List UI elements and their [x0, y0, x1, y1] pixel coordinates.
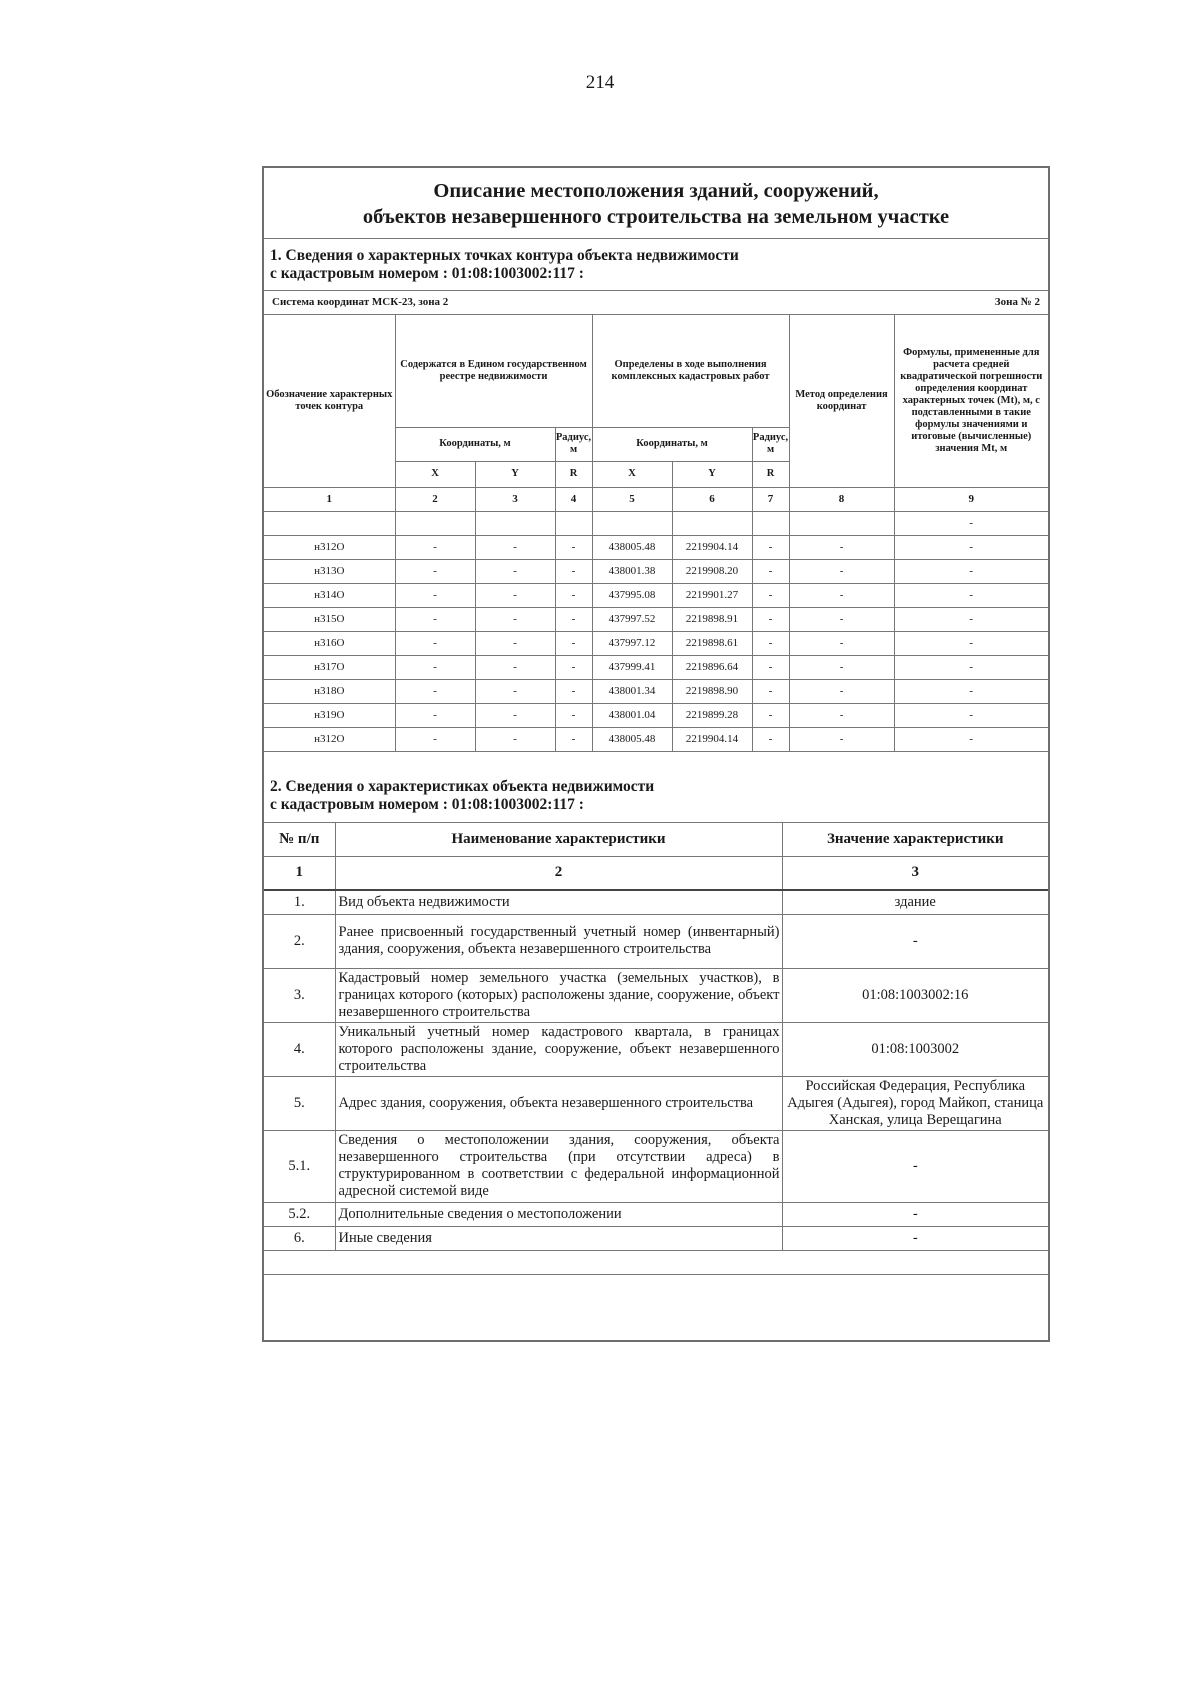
point-row-cell: 437999.41: [592, 655, 672, 679]
column-numbers-row-cell: 9: [894, 487, 1048, 511]
header-coords-complex: Координаты, м: [592, 427, 752, 461]
column-number-1: 1: [264, 856, 335, 890]
page-number: 214: [585, 72, 615, 93]
document-title: [264, 168, 1048, 239]
point-row-cell: -: [475, 535, 555, 559]
empty-trailing-row: [264, 1250, 1048, 1274]
point-row-cell: -: [789, 559, 894, 583]
characteristic-row: [264, 914, 1048, 968]
characteristic-name: Кадастровый номер земельного участка (земельных участков), в границах которого (которых) расположены здание, сооружение, объект незавершенного строительства: [335, 968, 782, 1022]
title-line-2: объектов незавершенного строительства на земельном участке: [362, 206, 950, 228]
point-row-cell: 2219904.14: [672, 727, 752, 751]
point-row-cell: 438001.04: [592, 703, 672, 727]
point-row-cell: н315О: [264, 607, 395, 631]
point-row-cell: -: [894, 679, 1048, 703]
point-row-cell: 2219898.90: [672, 679, 752, 703]
point-row-cell: -: [752, 655, 789, 679]
section1-heading-line-1: 1. Сведения о характерных точках контура объекта недвижимости: [270, 247, 739, 264]
point-row-cell: -: [894, 631, 1048, 655]
point-row-cell: -: [789, 655, 894, 679]
point-row-cell: н313О: [264, 559, 395, 583]
section1-heading: [264, 239, 1048, 291]
column-numbers-row-cell: 6: [672, 487, 752, 511]
characteristic-name: Дополнительные сведения о местоположении: [335, 1202, 782, 1226]
empty-row-cell: [789, 511, 894, 535]
characteristic-name: Ранее присвоенный государственный учетный номер (инвентарный) здания, сооружения, объекта незавершенного строительства: [335, 914, 782, 968]
point-row-cell: -: [555, 679, 592, 703]
section2-heading-line-2: с кадастровым номером : 01:08:1003002:117 :: [270, 795, 584, 813]
point-row-cell: -: [555, 583, 592, 607]
characteristic-row: [264, 890, 1048, 914]
point-row-cell: -: [475, 631, 555, 655]
point-row-cell: -: [894, 655, 1048, 679]
characteristic-number: 5.: [264, 1076, 335, 1130]
characteristic-name: Иные сведения: [335, 1226, 782, 1250]
characteristic-name: Сведения о местоположении здания, сооружения, объекта незавершенного строительства (при отсутствии адреса) в структурированном в соответствии с федеральной информационной адресной системой виде: [335, 1130, 782, 1202]
point-row-cell: -: [395, 631, 475, 655]
characteristic-value: -: [782, 1130, 1048, 1202]
point-row-cell: 437997.52: [592, 607, 672, 631]
point-row-cell: -: [555, 631, 592, 655]
characteristic-value: -: [782, 1226, 1048, 1250]
characteristics-table: [264, 822, 1048, 1275]
point-row: [264, 655, 1048, 679]
point-row-cell: н314О: [264, 583, 395, 607]
point-row-cell: -: [475, 559, 555, 583]
point-row-cell: 2219904.14: [672, 535, 752, 559]
header-coords-egrn: Координаты, м: [395, 427, 555, 461]
header-complex: Определены в ходе выполнения комплексных кадастровых работ: [592, 315, 789, 427]
characteristic-value: -: [782, 914, 1048, 968]
point-row-cell: н319О: [264, 703, 395, 727]
point-row-cell: 437997.12: [592, 631, 672, 655]
point-row-cell: -: [555, 535, 592, 559]
point-row-cell: -: [752, 679, 789, 703]
header-r-egrn: R: [555, 461, 592, 487]
characteristic-row: [264, 1076, 1048, 1130]
characteristic-name: Адрес здания, сооружения, объекта незавершенного строительства: [335, 1076, 782, 1130]
header-characteristic-name: Наименование характеристики: [335, 822, 782, 856]
point-row-cell: -: [752, 607, 789, 631]
characteristic-name: Уникальный учетный номер кадастрового квартала, в границах которого расположены здание, сооружение, объект незавершенного строительства: [335, 1022, 782, 1076]
point-row-cell: -: [894, 583, 1048, 607]
characteristic-row: [264, 968, 1048, 1022]
point-row-cell: н317О: [264, 655, 395, 679]
column-numbers-row: [264, 487, 1048, 511]
header-y-complex: Y: [672, 461, 752, 487]
point-row: [264, 559, 1048, 583]
point-row-cell: -: [475, 655, 555, 679]
characteristic-number: 5.2.: [264, 1202, 335, 1226]
column-number-3: 3: [782, 856, 1048, 890]
point-row-cell: -: [395, 583, 475, 607]
characteristic-value: 01:08:1003002: [782, 1022, 1048, 1076]
characteristic-value: здание: [782, 890, 1048, 914]
point-row-cell: -: [789, 631, 894, 655]
point-row-cell: -: [752, 535, 789, 559]
point-row-cell: -: [894, 535, 1048, 559]
point-row-cell: -: [894, 727, 1048, 751]
column-numbers-row-cell: 2: [395, 487, 475, 511]
empty-row-cell: [555, 511, 592, 535]
column-numbers-row-cell: 4: [555, 487, 592, 511]
characteristic-value: 01:08:1003002:16: [782, 968, 1048, 1022]
coordinate-system-bar: [264, 291, 1048, 315]
point-row-cell: 2219898.91: [672, 607, 752, 631]
document-frame: [262, 166, 1050, 1342]
point-row-cell: -: [752, 583, 789, 607]
point-row-cell: н316О: [264, 631, 395, 655]
contour-points-table: [264, 315, 1048, 752]
characteristic-name: Вид объекта недвижимости: [335, 890, 782, 914]
characteristic-number: 5.1.: [264, 1130, 335, 1202]
point-row: [264, 583, 1048, 607]
empty-row-cell: [264, 511, 395, 535]
point-row: [264, 727, 1048, 751]
point-row-cell: -: [894, 559, 1048, 583]
header-r-complex: R: [752, 461, 789, 487]
point-row-cell: 2219901.27: [672, 583, 752, 607]
header-radius-egrn: Радиус, м: [555, 427, 592, 461]
point-row-cell: н312О: [264, 535, 395, 559]
header-egrn: Содержатся в Едином государственном реестре недвижимости: [395, 315, 592, 427]
header-method: Метод определения координат: [789, 315, 894, 487]
point-row-cell: 438001.38: [592, 559, 672, 583]
point-row-cell: -: [475, 727, 555, 751]
point-row-cell: -: [752, 703, 789, 727]
column-numbers-row-cell: 1: [264, 487, 395, 511]
point-row-cell: -: [789, 703, 894, 727]
characteristic-row: [264, 1202, 1048, 1226]
point-row-cell: -: [752, 631, 789, 655]
point-row: [264, 535, 1048, 559]
point-row: [264, 679, 1048, 703]
characteristic-number: 3.: [264, 968, 335, 1022]
coordinate-system: Система координат МСК-23, зона 2: [272, 296, 449, 308]
section2-heading: [264, 752, 1048, 822]
point-row-cell: -: [752, 727, 789, 751]
header-characteristic-value: Значение характеристики: [782, 822, 1048, 856]
header-points: Обозначение характерных точек контура: [264, 315, 395, 487]
point-row-cell: 438005.48: [592, 727, 672, 751]
point-row-cell: -: [789, 679, 894, 703]
point-row-cell: н318О: [264, 679, 395, 703]
column-numbers-row-cell: 7: [752, 487, 789, 511]
characteristic-value: -: [782, 1202, 1048, 1226]
point-row-cell: 2219898.61: [672, 631, 752, 655]
characteristic-number: 4.: [264, 1022, 335, 1076]
section1-heading-line-2: с кадастровым номером : 01:08:1003002:117 :: [270, 265, 584, 282]
point-row-cell: -: [475, 703, 555, 727]
header-x-egrn: X: [395, 461, 475, 487]
point-row-cell: -: [395, 655, 475, 679]
header-formulas: Формулы, примененные для расчета средней квадратической погрешности определения координат характерных точек (Mt), м, с подставленными в такие формулы значениями и итоговые (вычисленные) значения Mt, м: [894, 315, 1048, 487]
point-row-cell: -: [555, 607, 592, 631]
title-line-1: Описание местоположения зданий, сооружений,: [433, 180, 879, 202]
point-row-cell: 438001.34: [592, 679, 672, 703]
empty-cell: [264, 1250, 1048, 1274]
point-row-cell: -: [475, 607, 555, 631]
point-row-cell: -: [395, 679, 475, 703]
point-row-cell: н312О: [264, 727, 395, 751]
column-number-2: 2: [335, 856, 782, 890]
point-row-cell: -: [555, 727, 592, 751]
point-row-cell: -: [894, 703, 1048, 727]
empty-row-cell: -: [894, 511, 1048, 535]
empty-row: [264, 511, 1048, 535]
characteristic-row: [264, 1022, 1048, 1076]
empty-row-cell: [672, 511, 752, 535]
characteristic-number: 2.: [264, 914, 335, 968]
empty-row-cell: [592, 511, 672, 535]
characteristic-row: [264, 1130, 1048, 1202]
point-row-cell: -: [555, 703, 592, 727]
column-numbers-row-cell: 8: [789, 487, 894, 511]
point-row-cell: -: [555, 655, 592, 679]
point-row: [264, 703, 1048, 727]
point-row-cell: 437995.08: [592, 583, 672, 607]
point-row-cell: -: [789, 727, 894, 751]
point-row-cell: -: [395, 727, 475, 751]
point-row: [264, 607, 1048, 631]
point-row: [264, 631, 1048, 655]
column-numbers-row-cell: 3: [475, 487, 555, 511]
point-row-cell: -: [752, 559, 789, 583]
point-row-cell: -: [395, 607, 475, 631]
column-numbers-row-cell: 5: [592, 487, 672, 511]
empty-row-cell: [395, 511, 475, 535]
characteristic-row: [264, 1226, 1048, 1250]
point-row-cell: -: [894, 607, 1048, 631]
characteristic-value: Российская Федерация, Республика Адыгея (Адыгея), город Майкоп, станица Ханская, улица Верещагина: [782, 1076, 1048, 1130]
point-row-cell: -: [395, 703, 475, 727]
point-row-cell: 2219896.64: [672, 655, 752, 679]
empty-row-cell: [752, 511, 789, 535]
point-row-cell: -: [789, 535, 894, 559]
point-row-cell: -: [789, 607, 894, 631]
characteristic-number: 6.: [264, 1226, 335, 1250]
characteristic-number: 1.: [264, 890, 335, 914]
point-row-cell: -: [555, 559, 592, 583]
point-row-cell: -: [475, 679, 555, 703]
point-row-cell: 438005.48: [592, 535, 672, 559]
point-row-cell: -: [789, 583, 894, 607]
section2-heading-line-1: 2. Сведения о характеристиках объекта недвижимости: [270, 777, 655, 795]
point-row-cell: -: [475, 583, 555, 607]
header-number: № п/п: [264, 822, 335, 856]
point-row-cell: 2219899.28: [672, 703, 752, 727]
zone-label: Зона № 2: [994, 296, 1040, 308]
header-radius-complex: Радиус, м: [752, 427, 789, 461]
header-x-complex: X: [592, 461, 672, 487]
point-row-cell: 2219908.20: [672, 559, 752, 583]
header-y-egrn: Y: [475, 461, 555, 487]
point-row-cell: -: [395, 535, 475, 559]
empty-row-cell: [475, 511, 555, 535]
point-row-cell: -: [395, 559, 475, 583]
